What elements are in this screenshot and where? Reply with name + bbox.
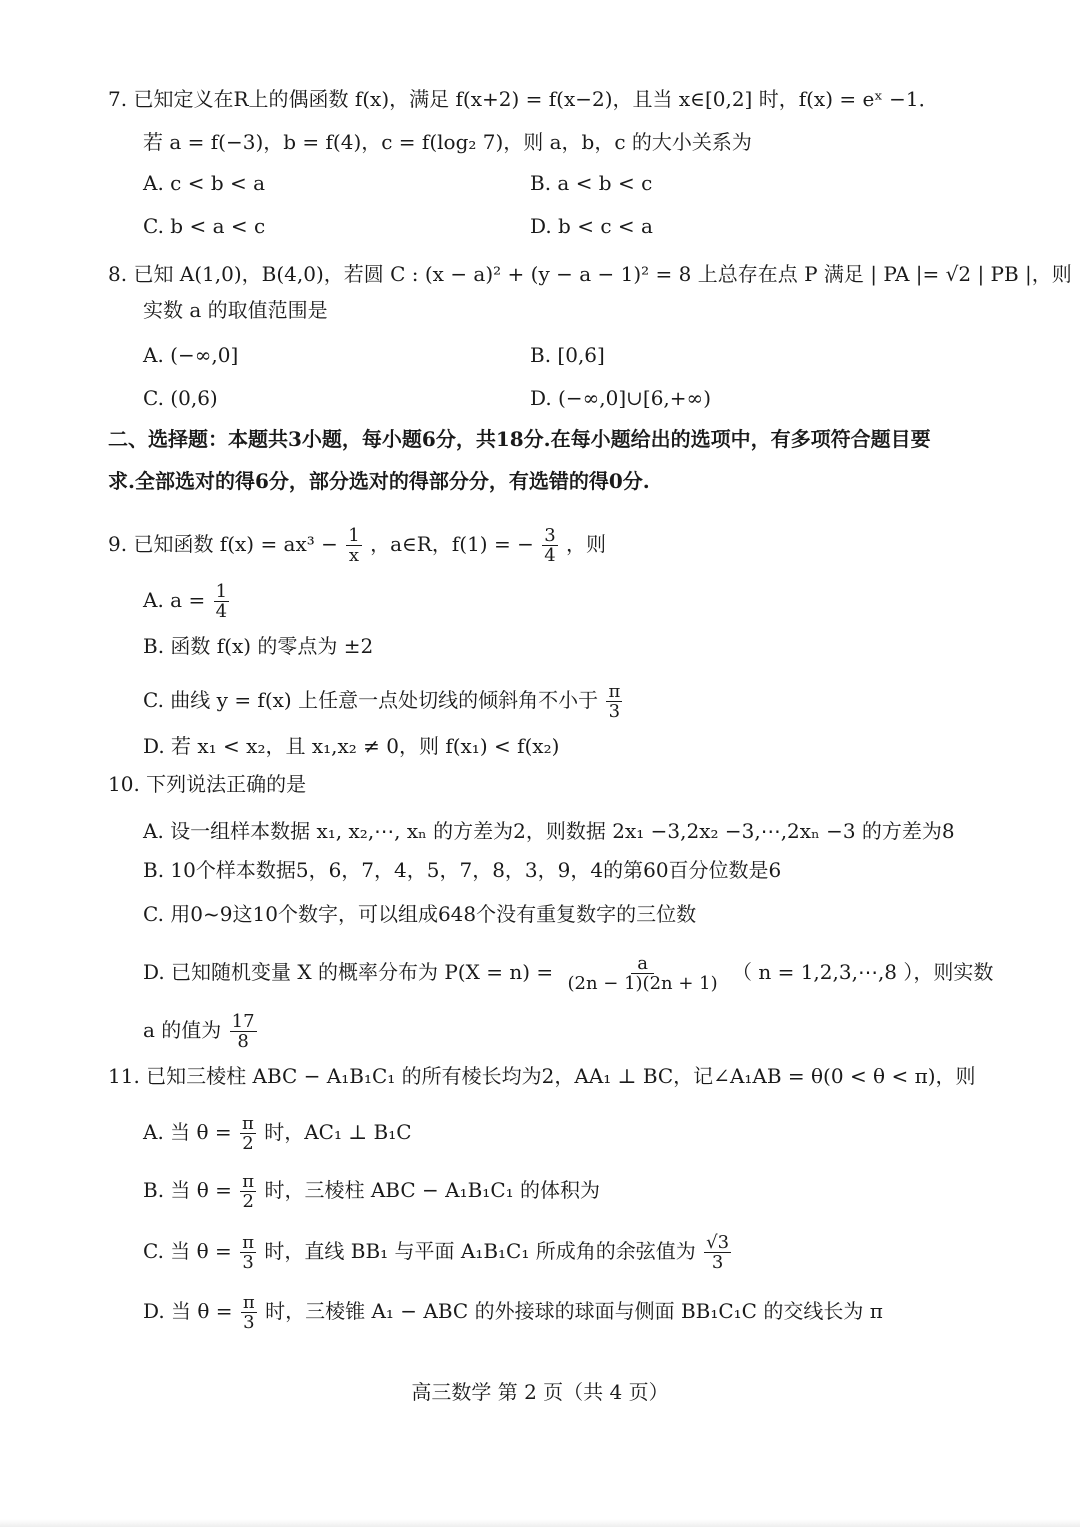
fraction-numerator: π — [242, 1232, 255, 1253]
scan-bottom-edge — [0, 1519, 1080, 1527]
q11-option-b-text: B. 当 θ = — [143, 1178, 232, 1202]
q8-option-d: D. (−∞,0]∪[6,+∞) — [530, 386, 712, 410]
fraction-denominator: x — [348, 545, 360, 566]
q9-option-a — [143, 578, 231, 622]
q8-option-c: C. (0,6) — [143, 386, 218, 410]
section2-heading-line1: 二、选择题：本题共3小题，每小题6分，共18分.在每小题给出的选项中，有多项符合题目要 — [108, 427, 931, 451]
fraction-denominator: 3 — [243, 1312, 255, 1333]
q11-option-c — [143, 1229, 733, 1273]
q7-stem-line2: 若 a = f(−3)，b = f(4)，c = f(log₂ 7)，则 a，b，c 的大小关系为 — [143, 130, 752, 154]
fraction-denominator: 2 — [242, 1133, 254, 1154]
q10-option-c: C. 用0~9这10个数字，可以组成648个没有重复数字的三位数 — [143, 902, 697, 926]
q9-option-c — [143, 678, 624, 722]
fraction-numerator: a — [631, 954, 654, 974]
fraction-denominator: 3 — [608, 701, 621, 722]
q10-option-a: A. 设一组样本数据 x₁, x₂,⋯, xₙ 的方差为2，则数据 2x₁ −3,2x₂ −3,⋯,2xₙ −3 的方差为8 — [143, 819, 955, 843]
fraction-denominator: 3 — [242, 1252, 254, 1273]
fraction-numerator: 1 — [215, 581, 228, 602]
q8-stem-line2: 实数 a 的取值范围是 — [143, 298, 328, 322]
q11-option-b-fraction — [240, 1172, 256, 1211]
q7-option-b: B. a < b < c — [530, 171, 653, 195]
q11-option-b — [143, 1168, 600, 1212]
q10-option-d-line2-text: a 的值为 — [143, 1018, 222, 1042]
fraction-denominator: 3 — [711, 1252, 724, 1273]
q7-option-a: A. c < b < a — [143, 171, 266, 195]
q8-option-a: A. (−∞,0] — [143, 343, 239, 367]
q9-stem-text-c: ，则 — [566, 532, 606, 556]
q11-option-c-fraction — [240, 1233, 256, 1272]
q11-option-d-text: D. 当 θ = — [143, 1299, 233, 1323]
q11-option-a-text: A. 当 θ = — [143, 1120, 232, 1144]
q10-option-d-text: D. 已知随机变量 X 的概率分布为 P(X = n) = — [143, 960, 554, 984]
q8-option-b: B. [0,6] — [530, 343, 605, 367]
q11-option-d-fraction — [241, 1293, 257, 1332]
q11-option-b-text-post: 时，三棱柱 ABC − A₁B₁C₁ 的体积为 — [264, 1178, 600, 1202]
q10-option-d-line2 — [143, 1008, 259, 1052]
q11-option-a-fraction — [240, 1114, 256, 1153]
q9-stem-text-a: 9. 已知函数 f(x) = ax³ − — [108, 532, 338, 556]
q9-option-a-fraction — [214, 582, 229, 621]
fraction-denominator: 4 — [544, 545, 556, 566]
q11-stem: 11. 已知三棱柱 ABC − A₁B₁C₁ 的所有棱长均为2，AA₁ ⊥ BC，记∠A₁AB = θ(0 < θ < π)，则 — [108, 1064, 976, 1088]
fraction-denominator: 2 — [242, 1191, 254, 1212]
fraction-numerator: 17 — [231, 1011, 255, 1032]
fraction-denominator: 4 — [215, 601, 228, 622]
q9-option-a-text: A. a = — [143, 588, 206, 612]
fraction-denominator: (2n − 1)(2n + 1) — [567, 973, 718, 994]
section2-heading-line2: 求.全部选对的得6分，部分选对的得部分分，有选错的得0分. — [108, 469, 650, 493]
q9-fraction-1-over-x — [346, 526, 361, 565]
q10-option-d-fraction — [561, 954, 723, 993]
fraction-numerator: π — [242, 1171, 255, 1192]
q10-option-d — [143, 950, 993, 994]
q11-option-d-text-post: 时，三棱锥 A₁ − ABC 的外接球的球面与侧面 BB₁C₁C 的交线长为 π — [265, 1299, 883, 1323]
q8-stem-line1: 8. 已知 A(1,0)，B(4,0)，若圆 C : (x − a)² + (y − a − 1)² = 8 上总存在点 P 满足 | PA |= √2 | PB |，则 — [108, 262, 1072, 286]
q11-option-c-value-fraction — [704, 1233, 731, 1272]
q10-option-d-text-post: （ n = 1,2,3,⋯,8 ），则实数 — [731, 960, 994, 984]
q9-fraction-3-over-4 — [542, 526, 557, 565]
q11-option-a-text-post: 时，AC₁ ⊥ B₁C — [264, 1120, 412, 1144]
q9-option-b: B. 函数 f(x) 的零点为 ±2 — [143, 634, 374, 658]
q9-stem — [108, 522, 606, 566]
q11-option-a — [143, 1110, 412, 1154]
q10-option-b: B. 10个样本数据5，6，7，4，5，7，8，3，9，4的第60百分位数是6 — [143, 858, 782, 882]
q10-option-d-line2-fraction — [230, 1012, 257, 1051]
q10-stem: 10. 下列说法正确的是 — [108, 772, 307, 796]
fraction-numerator: π — [608, 681, 621, 702]
fraction-numerator: 1 — [348, 525, 360, 546]
q11-option-d — [143, 1289, 883, 1333]
page-footer: 高三数学 第 2 页（共 4 页） — [411, 1380, 669, 1404]
q9-option-d: D. 若 x₁ < x₂，且 x₁,x₂ ≠ 0，则 f(x₁) < f(x₂) — [143, 734, 560, 758]
q7-option-d: D. b < c < a — [530, 214, 653, 238]
q9-option-c-text: C. 曲线 y = f(x) 上任意一点处切线的倾斜角不小于 — [143, 688, 599, 712]
q11-option-c-text-post: 时，直线 BB₁ 与平面 A₁B₁C₁ 所成角的余弦值为 — [264, 1239, 696, 1263]
q7-option-c: C. b < a < c — [143, 214, 266, 238]
fraction-numerator: π — [242, 1113, 254, 1134]
q9-option-c-fraction — [606, 682, 622, 721]
fraction-numerator: π — [242, 1292, 255, 1313]
fraction-numerator: √3 — [706, 1232, 730, 1253]
q7-stem-line1: 7. 已知定义在R上的偶函数 f(x)，满足 f(x+2) = f(x−2)，且当 x∈[0,2] 时，f(x) = eˣ −1． — [108, 87, 939, 111]
q11-option-c-text: C. 当 θ = — [143, 1239, 232, 1263]
fraction-numerator: 3 — [544, 525, 556, 546]
q9-stem-text-b: ，a∈R，f(1) = − — [370, 532, 534, 556]
fraction-denominator: 8 — [237, 1031, 249, 1052]
